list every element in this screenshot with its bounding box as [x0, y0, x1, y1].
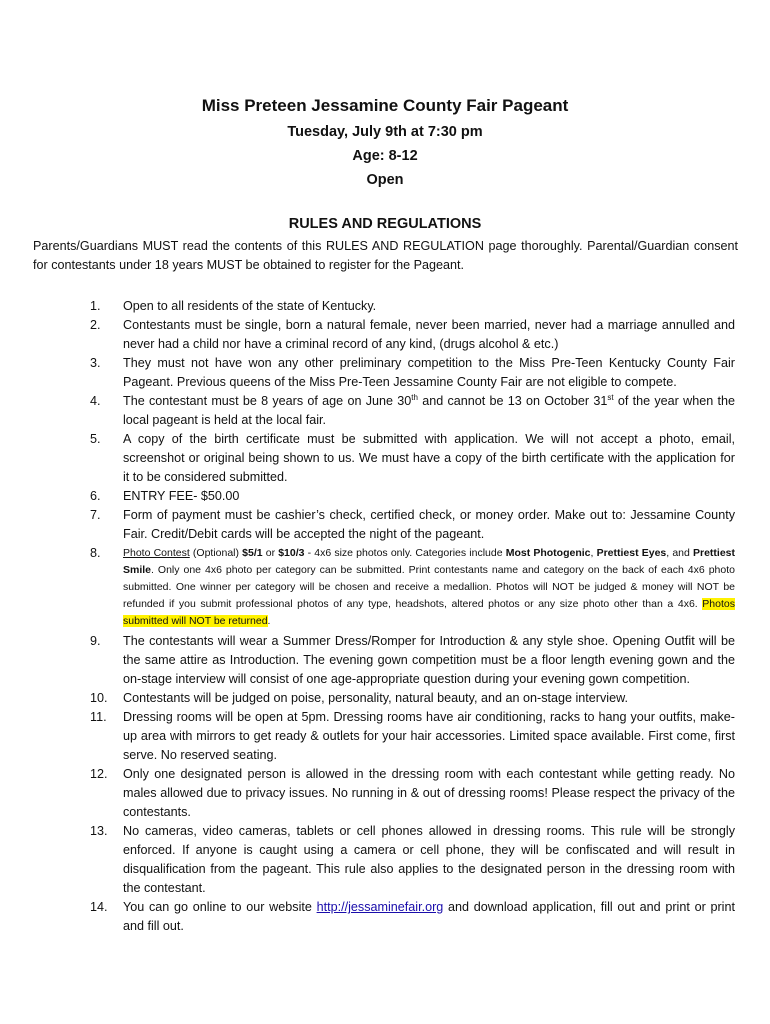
item-number: 10. [90, 691, 108, 705]
item-number: 6. [90, 489, 101, 503]
item-number: 5. [90, 432, 101, 446]
list-item [0, 689, 735, 708]
item-text: You can go online to our website http://jessaminefair.org and download application, fill out and print or print and fill out. [123, 900, 735, 933]
list-item [0, 316, 735, 354]
photo-contest-label: Photo Contest [123, 547, 190, 559]
list-item [0, 297, 735, 316]
item-number: 1. [90, 299, 101, 313]
item-text: Photo Contest (Optional) $5/1 or $10/3 - 4x6 size photos only. Categories include Most Photogenic, Prettiest Eyes, and Prettiest Smile. Only one 4x6 photo per category can be submitted. Print contestants name and category on the back of each 4x6 photo submitted. One winner per category will be chosen and receive a medallion. Photos will NOT be judged & money will NOT be refunded if you submit professional photos of any type, headshots, altered photos or any size photo other than a 4x6. Photos submitted will NOT be returned. [123, 547, 735, 627]
item-text: A copy of the birth certificate must be submitted with application. We will not accept a photo, email, screenshot or original being shown to us. We must have a copy of the birth certificate with the application for it to be considered submitted. [123, 432, 735, 484]
item-number: 2. [90, 318, 101, 332]
list-item [0, 354, 735, 392]
item-number: 11. [90, 710, 107, 724]
item-text: The contestants will wear a Summer Dress/Romper for Introduction & any style shoe. Opening Outfit will be the same attire as Introduction. The evening gown competition must be a floor length evening gown and the on-stage interview will consist of one age-appropriate question during your evening gown competition. [123, 634, 735, 686]
item-number: 4. [90, 394, 101, 408]
item-number: 9. [90, 634, 101, 648]
list-item [0, 708, 735, 765]
item-text: The contestant must be 8 years of age on June 30th and cannot be 13 on October 31st of the year when the local pageant is held at the local fair. [123, 392, 735, 427]
item-text: Only one designated person is allowed in the dressing room with each contestant while getting ready. No males allowed due to privacy issues. No running in & out of dressing rooms! Please respect the privacy of the contestants. [123, 767, 735, 819]
age-range: Age: 8-12 [352, 148, 418, 164]
item-text: Dressing rooms will be open at 5pm. Dressing rooms have air conditioning, racks to hang your outfits, make-up area with mirrors to get ready & outlets for your hair accessories. Limited space available. First come, first serve. No reserved seating. [123, 710, 735, 762]
item-text: Contestants will be judged on poise, personality, natural beauty, and an on-stage interview. [123, 691, 628, 705]
item-number: 7. [90, 508, 101, 522]
page-title: Miss Preteen Jessamine County Fair Pageant [201, 96, 569, 115]
rules-list [0, 297, 770, 936]
list-item [0, 632, 735, 689]
division: Open [366, 172, 404, 188]
website-link[interactable]: http://jessaminefair.org [316, 900, 444, 914]
list-item [0, 487, 735, 506]
list-item [0, 430, 735, 487]
intro-paragraph: Parents/Guardians MUST read the contents of this RULES AND REGULATION page thoroughly. Parental/Guardian consent for contestants under 18 years MUST be obtained to register for the Pageant. [33, 239, 738, 272]
event-date: Tuesday, July 9th at 7:30 pm [287, 124, 483, 140]
rules-heading: RULES AND REGULATIONS [288, 216, 482, 232]
item-number: 14. [90, 900, 108, 914]
item-text: They must not have won any other preliminary competition to the Miss Pre-Teen Kentucky County Fair Pageant. Previous queens of the Miss Pre-Teen Jessamine County Fair are not eligible to compete. [123, 356, 735, 389]
list-item [0, 765, 735, 822]
item-number: 12. [90, 767, 108, 781]
item-text: Contestants must be single, born a natural female, never been married, never had a marriage annulled and never had a child nor have a criminal record of any kind, (drugs alcohol & etc.) [123, 318, 735, 351]
highlighted-warning: Photos submitted will NOT be returned [123, 598, 735, 627]
list-item [0, 506, 735, 544]
list-item [0, 544, 735, 632]
item-text: Form of payment must be cashier’s check, certified check, or money order. Make out to: Jessamine County Fair. Credit/Debit cards will be accepted the night of the pageant. [123, 508, 735, 541]
list-item [0, 822, 735, 898]
item-text: ENTRY FEE- $50.00 [123, 489, 240, 503]
item-number: 3. [90, 356, 101, 370]
item-number: 13. [90, 824, 108, 838]
list-item [0, 392, 735, 430]
item-number: 8. [90, 546, 101, 560]
list-item [0, 898, 735, 936]
item-text: No cameras, video cameras, tablets or cell phones allowed in dressing rooms. This rule will be strongly enforced. If anyone is caught using a camera or cell phone, they will be confiscated and will result in disqualification from the pageant. This rule also applies to the designated person in the dressing room with the contestant. [123, 824, 735, 895]
item-text: Open to all residents of the state of Kentucky. [123, 299, 377, 313]
